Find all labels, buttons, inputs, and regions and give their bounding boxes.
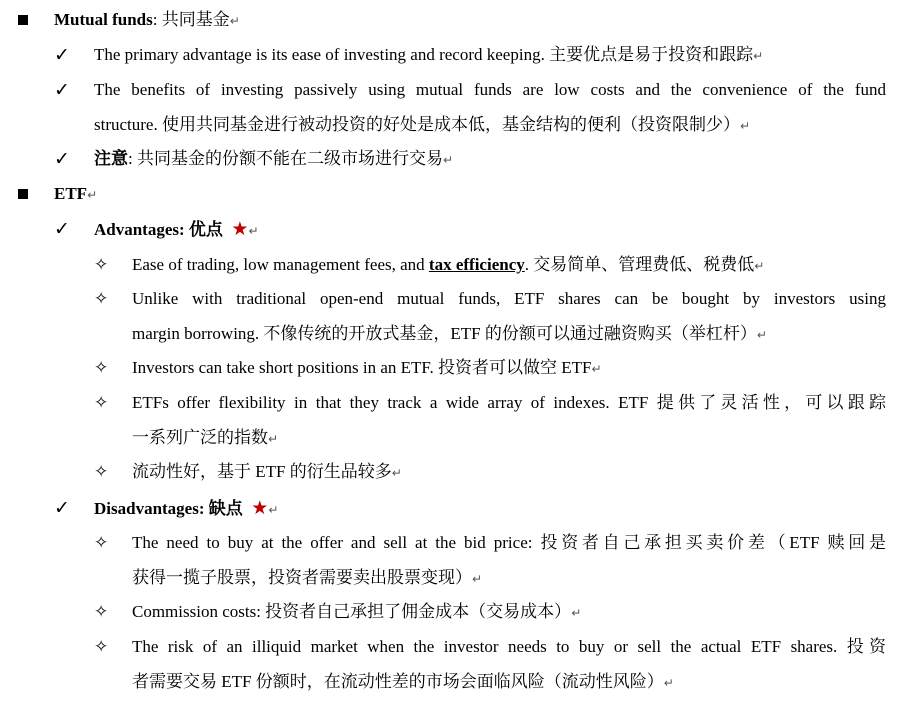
item-text: Commission costs: 投资者自己承担了佣金成本（交易成本）	[132, 602, 572, 621]
note-label: 注意	[94, 149, 128, 168]
list-item-line2	[94, 114, 750, 137]
list-item	[132, 601, 581, 624]
list-item-line1	[132, 636, 886, 658]
paragraph-mark-icon: ↵	[739, 119, 751, 133]
item-text: . 交易简单、管理费低、税费低	[524, 255, 755, 274]
list-item	[132, 357, 602, 380]
diamond-bullet-icon: ✧	[94, 462, 109, 482]
item-text: The primary advantage is its ease of investing and record keeping. 主要优点是易于投资和跟踪	[94, 45, 754, 64]
item-text: ETFs offer flexibility in that they track a wide array of indexes. ETF 提供了灵活性，可以跟踪	[132, 393, 886, 412]
paragraph-mark-icon: ↵	[87, 188, 98, 202]
diamond-bullet-icon: ✧	[94, 393, 109, 413]
checkmark-icon: ✓	[54, 44, 70, 66]
paragraph-mark-icon: ↵	[229, 14, 240, 28]
checkmark-icon: ✓	[54, 218, 70, 240]
disadvantages-heading	[94, 497, 278, 521]
item-text: 获得一揽子股票，投资者需要卖出股票变现）	[132, 568, 472, 587]
disadvantages-label: Disadvantages: 缺点	[94, 499, 243, 518]
item-text: Unlike with traditional open-end mutual funds, ETF shares can be bought by investors using	[132, 289, 886, 308]
list-item	[132, 461, 402, 484]
square-bullet-icon	[18, 15, 28, 25]
paragraph-mark-icon: ↵	[268, 503, 279, 517]
mutual-funds-zh: 共同基金	[161, 10, 230, 29]
list-item-line2	[132, 323, 767, 346]
etf-title: ETF	[54, 184, 88, 203]
list-item-line2	[132, 427, 278, 450]
diamond-bullet-icon: ✧	[94, 533, 109, 553]
item-text: Investors can take short positions in an ETF. 投资者可以做空 ETF	[132, 358, 592, 377]
item-text: structure. 使用共同基金进行被动投资的好处是成本低，基金结构的便利（投资限制少）	[94, 115, 740, 134]
item-text: The risk of an illiquid market when the investor needs to buy or sell the actual ETF shares. 投资	[132, 637, 886, 656]
diamond-bullet-icon: ✧	[94, 358, 109, 378]
paragraph-mark-icon: ↵	[591, 362, 602, 376]
star-icon: ★	[251, 497, 269, 519]
item-text: 一系列广泛的指数	[132, 428, 268, 447]
list-item	[132, 254, 764, 277]
paragraph-mark-icon: ↵	[756, 328, 767, 342]
item-text: : 共同基金的份额不能在二级市场进行交易	[128, 149, 443, 168]
star-icon: ★	[231, 218, 249, 240]
paragraph-mark-icon: ↵	[571, 606, 582, 620]
paragraph-mark-icon: ↵	[442, 153, 454, 167]
advantages-heading	[94, 218, 259, 242]
paragraph-mark-icon: ↵	[391, 466, 402, 480]
tax-efficiency-emphasis: tax efficiency	[428, 255, 525, 274]
list-item-line1	[132, 288, 886, 310]
square-bullet-icon	[18, 189, 28, 199]
advantages-label: Advantages: 优点	[94, 220, 223, 239]
checkmark-icon: ✓	[54, 148, 70, 170]
checkmark-icon: ✓	[54, 497, 70, 519]
paragraph-mark-icon: ↵	[663, 676, 674, 690]
item-text: margin borrowing. 不像传统的开放式基金，ETF 的份额可以通过融资购买（举杠杆）	[132, 324, 757, 343]
paragraph-mark-icon: ↵	[248, 224, 259, 238]
paragraph-mark-icon: ↵	[472, 572, 483, 586]
diamond-bullet-icon: ✧	[94, 289, 109, 309]
item-text: The need to buy at the offer and sell at the bid price: 投资者自己承担买卖价差（ETF 赎回是	[132, 533, 886, 552]
item-text: Ease of trading, low management fees, and	[132, 255, 429, 274]
paragraph-mark-icon: ↵	[754, 259, 765, 273]
list-item	[94, 148, 453, 171]
list-item-line2	[132, 567, 482, 590]
list-item-line1	[94, 79, 886, 101]
paragraph-mark-icon: ↵	[268, 432, 279, 446]
list-item-line1	[132, 532, 886, 554]
diamond-bullet-icon: ✧	[94, 637, 109, 657]
mutual-funds-title: Mutual funds	[54, 10, 153, 29]
list-item-line1	[132, 392, 886, 414]
item-text: 流动性好，基于 ETF 的衍生品较多	[132, 462, 392, 481]
heading-etf	[54, 183, 97, 206]
checkmark-icon: ✓	[54, 79, 70, 101]
heading-mutual-funds	[54, 9, 240, 32]
list-item	[94, 44, 763, 67]
paragraph-mark-icon: ↵	[753, 49, 764, 63]
list-item-line2	[132, 671, 674, 694]
diamond-bullet-icon: ✧	[94, 602, 109, 622]
item-text: The benefits of investing passively using mutual funds are low costs and the convenience of the fund	[94, 80, 886, 99]
mutual-funds-colon: :	[152, 10, 162, 29]
item-text: 者需要交易 ETF 份额时，在流动性差的市场会面临风险（流动性风险）	[132, 672, 664, 691]
diamond-bullet-icon: ✧	[94, 255, 109, 275]
